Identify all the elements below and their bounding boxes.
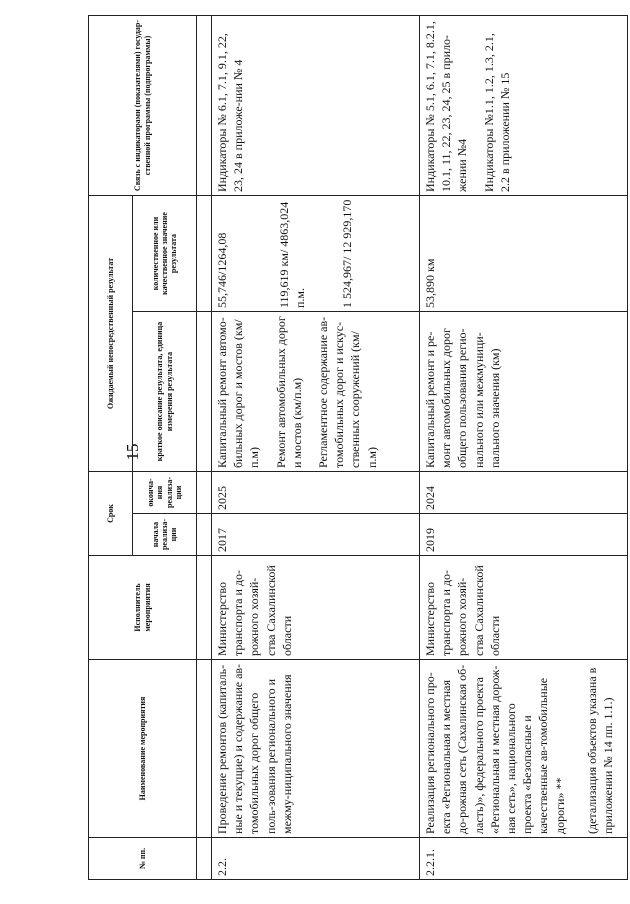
result-desc: Ремонт автомобильных дорог и мостов (км/п.м) bbox=[273, 316, 304, 468]
activities-table bbox=[88, 15, 628, 880]
header-short-desc: краткое описание результата, единица измерения результата bbox=[133, 312, 197, 472]
column-number-row bbox=[197, 16, 212, 880]
result-value: 55,746/1264,08 bbox=[215, 232, 229, 308]
row-link bbox=[420, 16, 628, 196]
result-value: 53,890 км bbox=[423, 258, 437, 308]
row-end-year: 2024 bbox=[420, 472, 628, 514]
table-row-2-2-1 bbox=[420, 16, 628, 880]
row-activity bbox=[420, 660, 628, 838]
header-value: количественное или качественное значение результата bbox=[133, 196, 197, 312]
header-activity: Наименование мероприятия bbox=[89, 660, 197, 838]
row-result-descriptions bbox=[420, 312, 628, 472]
activity-main: Реализация регионального про-екта «Региональная и местная до-рожная сеть (Сахалинская об-ласть)», федерального проекта «Региональная и местная дорож-ная сеть», национального проекта «Безопасные и качественные ав-томобильные дороги» ** bbox=[423, 664, 567, 834]
table-row-2-2 bbox=[212, 16, 420, 880]
header-executor: Исполнитель мероприятия bbox=[89, 556, 197, 660]
row-link: Индикаторы № 6.1, 7.1, 9.1, 22, 23, 24 в приложе-нии № 4 bbox=[212, 16, 420, 196]
header-num: № пп. bbox=[89, 838, 197, 880]
row-end-year: 2025 bbox=[212, 472, 420, 514]
header-link: Связь с индикаторами (показателями) государ-ственной программы (подпрограммы) bbox=[89, 16, 197, 196]
result-value: 1 524,967/ 12 929,170 bbox=[339, 199, 354, 308]
row-num: 2.2. bbox=[212, 838, 420, 880]
link-indicators-b: Индикаторы №1.1, 1.2, 1.3, 2.1, 2.2 в приложении № 15 bbox=[481, 33, 512, 192]
link-indicators-a: Индикаторы № 5.1, 6.1, 7.1, 8.2.1, 10.1, 11, 22, 23, 24, 25 в прило-жении №4 bbox=[423, 21, 470, 192]
result-desc: Капитальный ремонт автомо-бильных дорог и мостов (км/п.м) bbox=[215, 317, 262, 468]
row-executor: Министерство транспорта и до-рожного хозяй-ства Сахалинской области bbox=[420, 556, 628, 660]
activity-note: (детализация объектов указана в приложении № 14 пп. 1.1.) bbox=[584, 667, 615, 834]
result-value: 119,619 км/ 4863,024 п.м. bbox=[277, 201, 308, 308]
page-number: 15 bbox=[123, 443, 142, 461]
header-end: оконча-ния реализа-ции bbox=[133, 472, 197, 514]
result-desc: Регламентное содержание ав-томобильных дорог и искус-ственных сооружений (км/п.м) bbox=[315, 316, 379, 468]
rotated-table-container bbox=[88, 16, 628, 880]
row-result-values bbox=[212, 196, 420, 312]
header-start: начала реализа-ции bbox=[133, 514, 197, 556]
row-result-values bbox=[420, 196, 628, 312]
row-start-year: 2017 bbox=[212, 514, 420, 556]
row-num: 2.2.1. bbox=[420, 838, 628, 880]
row-activity: Проведение ремонтов (капиталь-ные и текущие) и содержание ав-томобильных дорог общего поль-зования регионального и межму-ниципального значения bbox=[212, 660, 420, 838]
header-period: Срок bbox=[89, 472, 133, 556]
header-expected-result: Ожидаемый непосредственный результат bbox=[89, 196, 133, 472]
row-result-descriptions bbox=[212, 312, 420, 472]
row-start-year: 2019 bbox=[420, 514, 628, 556]
result-desc: Капитальный ремонт и ре-монт автомобильных дорог общего пользования регио-нального или межмуници-пального значения (км) bbox=[423, 328, 502, 468]
row-executor: Министерство транспорта и до-рожного хозяй-ства Сахалинской области bbox=[212, 556, 420, 660]
